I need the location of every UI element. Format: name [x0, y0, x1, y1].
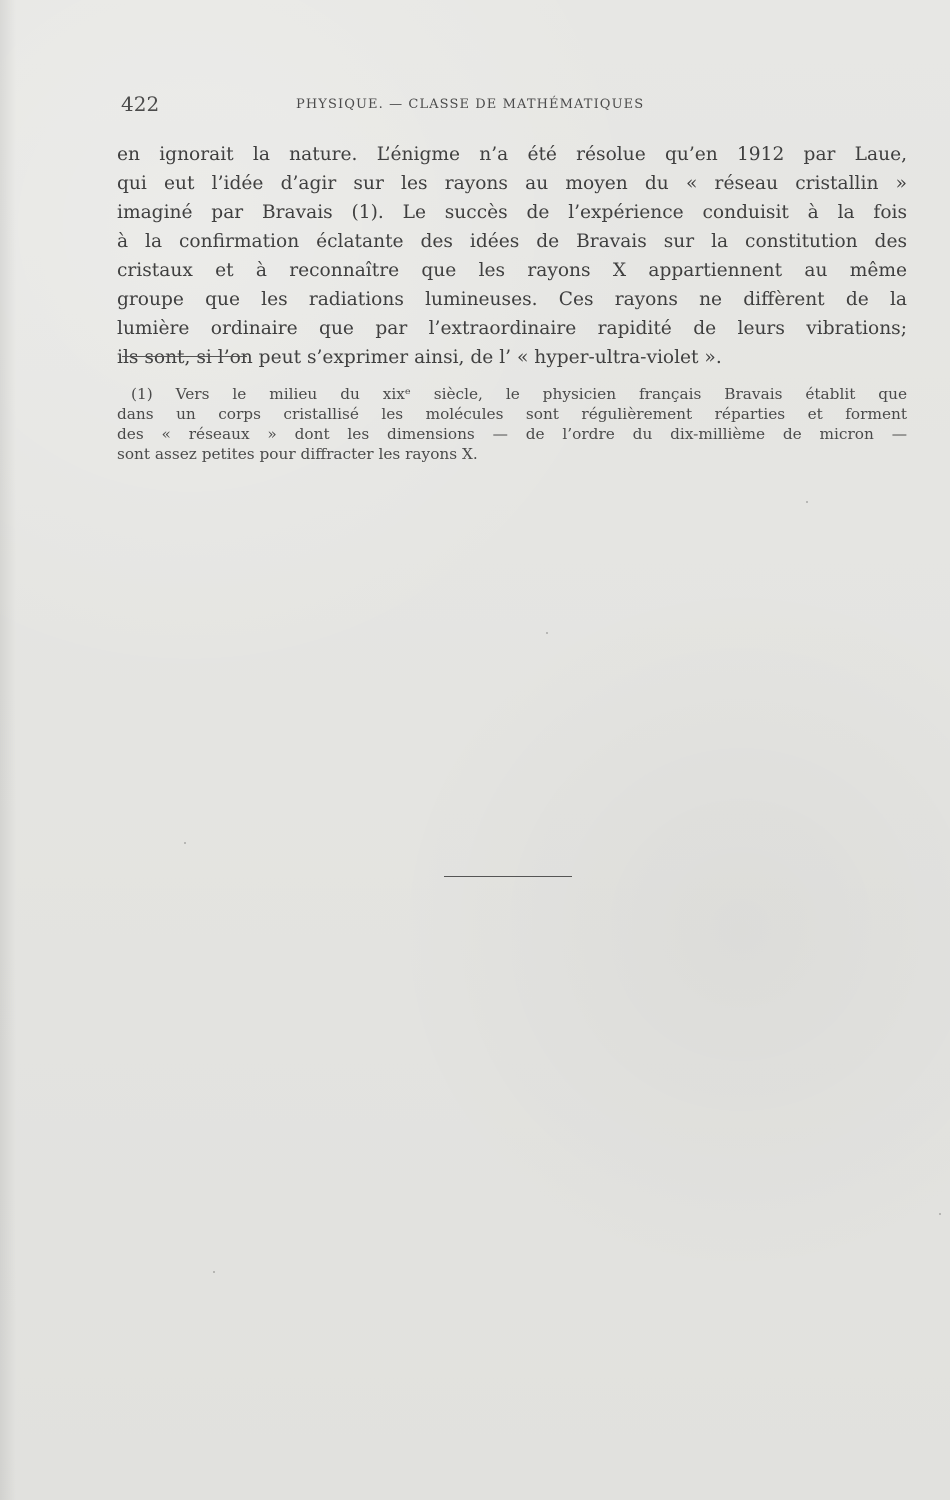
footnote-separator — [122, 356, 247, 357]
body-line: à la confirmation éclatante des idées de Bravais sur la constitution des — [117, 231, 907, 252]
footnote-line: sont assez petites pour diffracter les rayons X. — [117, 445, 478, 463]
page-header — [121, 90, 906, 118]
paper-speck — [184, 842, 186, 844]
paper-speck — [213, 1271, 215, 1273]
footnote-line: (1) Vers le milieu du xixᵉ siècle, le physicien français Bravais établit que — [131, 385, 907, 403]
body-line: cristaux et à reconnaître que les rayons X appartiennent au même — [117, 260, 907, 281]
body-line: ils sont, si l’on peut s’exprimer ainsi, de l’ « hyper-ultra-violet ». — [117, 347, 722, 368]
body-line: en ignorait la nature. L’énigme n’a été résolue qu’en 1912 par Laue, — [117, 144, 907, 165]
body-line: imaginé par Bravais (1). Le succès de l’expérience conduisit à la fois — [117, 202, 907, 223]
body-line: qui eut l’idée d’agir sur les rayons au moyen du « réseau cristallin » — [117, 173, 907, 194]
page-number: 422 — [121, 92, 160, 116]
paper-speck — [806, 501, 808, 503]
main-paragraph — [117, 140, 907, 372]
section-end-rule — [444, 876, 572, 877]
running-title: PHYSIQUE. — CLASSE DE MATHÉMATIQUES — [296, 96, 645, 112]
footnote — [117, 384, 907, 464]
footnote-line: des « réseaux » dont les dimensions — de l’ordre du dix-millième de micron — — [117, 425, 907, 443]
body-line: lumière ordinaire que par l’extraordinaire rapidité de leurs vibrations; — [117, 318, 907, 339]
paper-speck — [939, 1213, 941, 1215]
paper-speck — [546, 632, 548, 634]
footnote-line: dans un corps cristallisé les molécules sont régulièrement réparties et forment — [117, 405, 907, 423]
body-line: groupe que les radiations lumineuses. Ces rayons ne diffèrent de la — [117, 289, 907, 310]
